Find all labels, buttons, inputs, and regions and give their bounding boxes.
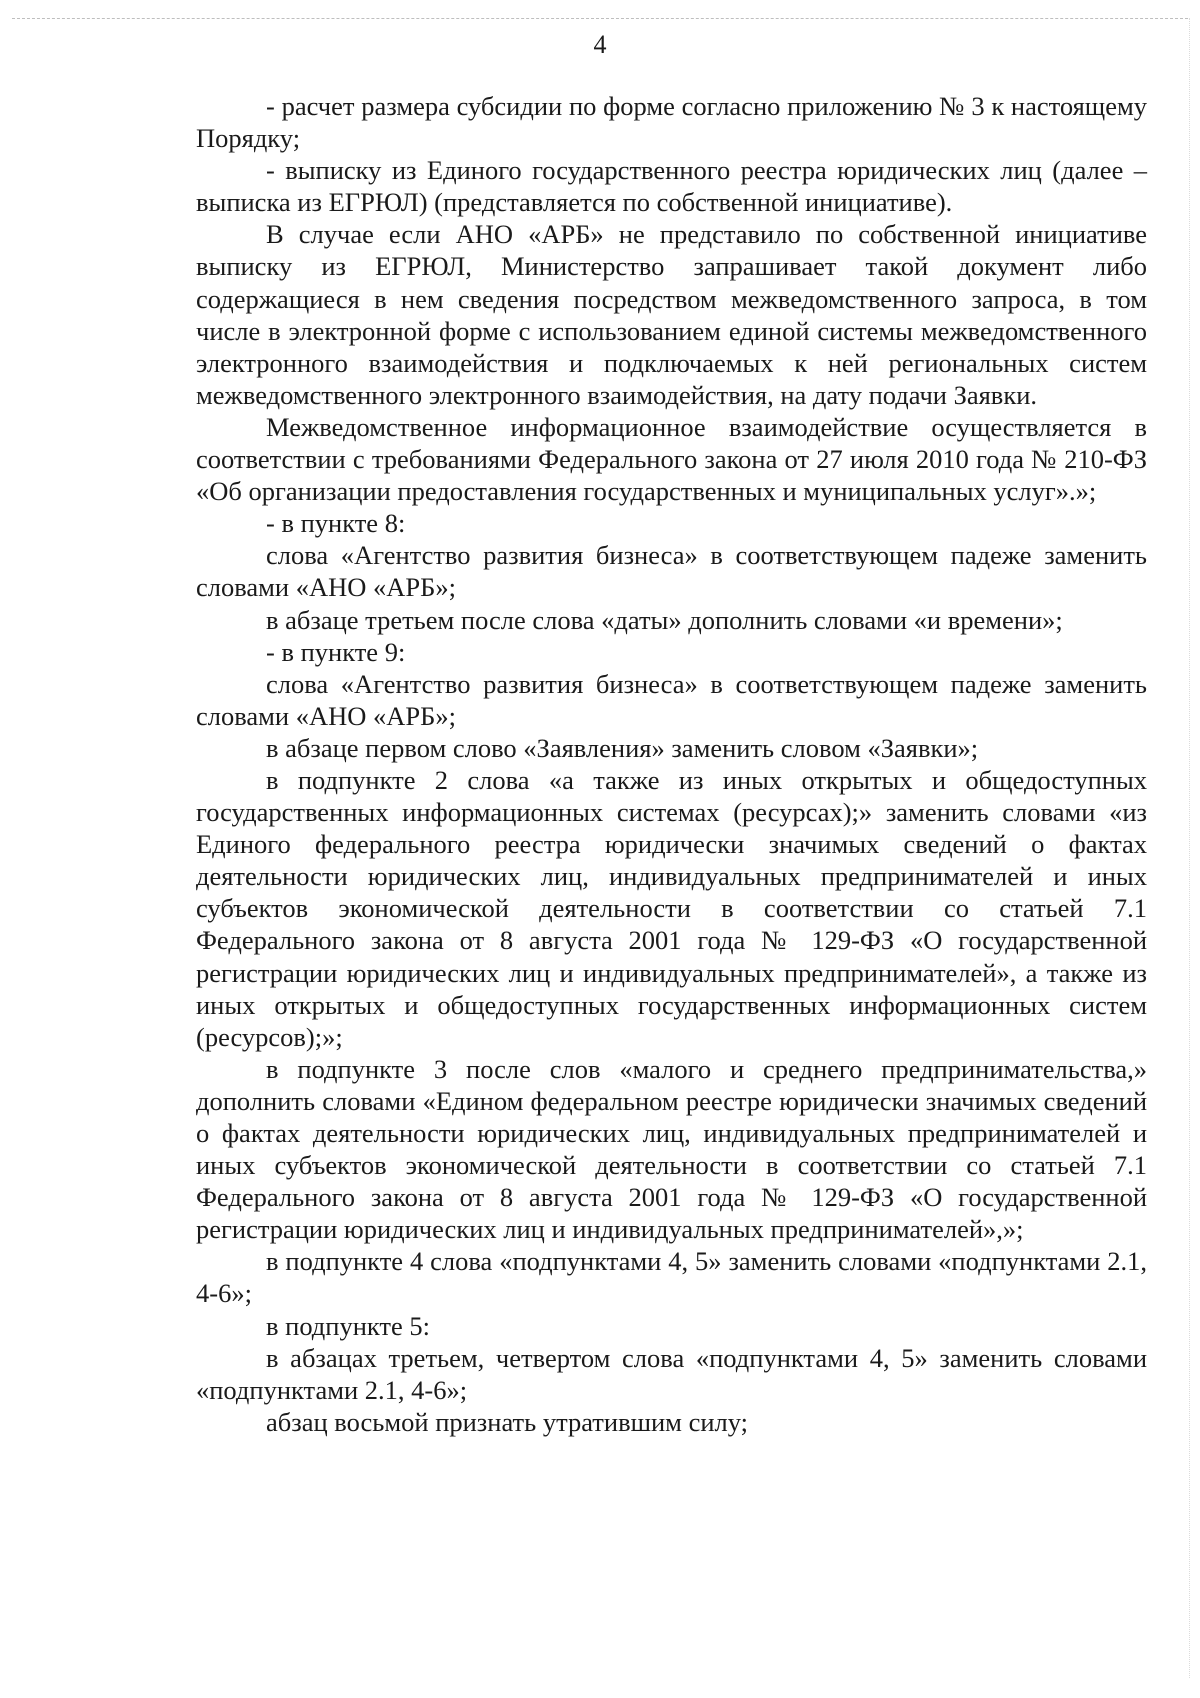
paragraph: - в пункте 9: <box>266 636 406 667</box>
paragraph: в абзаце первом слово «Заявления» заменить словом «Заявки»; <box>266 732 979 763</box>
paragraph: в подпункте 2 слова «а также из иных открытых и общедоступных государственных информационных системах (ресурсах);» заменить словами «из Единого федерального реестра юридически значимых сведений о фактах деятельности юридических лиц, индивидуальных предпринимателей и иных субъектов экономической деятельности в соответствии со статьей 7.1 Федерального закона от 8 августа 2001 года № 129-ФЗ «О государственной регистрации юридических лиц и индивидуальных предпринимателей», а также из иных открытых и общедоступных государственных информационных систем (ресурсов);»; <box>196 764 1147 1052</box>
page-number: 4 <box>593 30 607 59</box>
paragraph: - в пункте 8: <box>266 508 406 539</box>
paragraph: в подпункте 3 после слов «малого и среднего предпринимательства,» дополнить словами «Едином федеральном реестре юридически значимых сведений о фактах деятельности юридических лиц, индивидуальных предпринимателей и иных субъектов экономической деятельности в соответствии со статьей 7.1 Федерального закона от 8 августа 2001 года № 129-ФЗ «О государственной регистрации юридических лиц и индивидуальных предпринимателей»,»; <box>196 1053 1147 1245</box>
paragraph: - выписку из Единого государственного реестра юридических лиц (далее – выписка из ЕГРЮЛ) (представляется по собственной инициативе). <box>196 155 1147 218</box>
scan-top-edge <box>12 18 1188 19</box>
scan-right-edge <box>1189 18 1190 1678</box>
document-body <box>196 90 1147 1438</box>
paragraph: - расчет размера субсидии по форме согласно приложению № 3 к настоящему Порядку; <box>196 91 1147 154</box>
paragraph: в абзацах третьем, четвертом слова «подпунктами 4, 5» заменить словами «подпунктами 2.1, 4-6»; <box>196 1342 1147 1405</box>
paragraph: в подпункте 5: <box>266 1310 431 1341</box>
paragraph: абзац восьмой признать утратившим силу; <box>266 1406 748 1437</box>
paragraph: в абзаце третьем после слова «даты» дополнить словами «и времени»; <box>266 604 1063 635</box>
paragraph: в подпункте 4 слова «подпунктами 4, 5» заменить словами «подпунктами 2.1, 4-6»; <box>196 1246 1147 1309</box>
paragraph: Межведомственное информационное взаимодействие осуществляется в соответствии с требованиями Федерального закона от 27 июля 2010 года № 210-ФЗ «Об организации предоставления государственных и муниципальных услуг».»; <box>196 411 1147 507</box>
paragraph: слова «Агентство развития бизнеса» в соответствующем падеже заменить словами «АНО «АРБ»; <box>196 540 1147 603</box>
paragraph: слова «Агентство развития бизнеса» в соответствующем падеже заменить словами «АНО «АРБ»; <box>196 668 1147 731</box>
paragraph: В случае если АНО «АРБ» не представило по собственной инициативе выписку из ЕГРЮЛ, Министерство запрашивает такой документ либо содержащиеся в нем сведения посредством межведомственного запроса, в том числе в электронной форме с использованием единой системы межведомственного электронного взаимодействия и подключаемых к ней региональных систем межведомственного электронного взаимодействия, на дату подачи Заявки. <box>196 219 1147 410</box>
